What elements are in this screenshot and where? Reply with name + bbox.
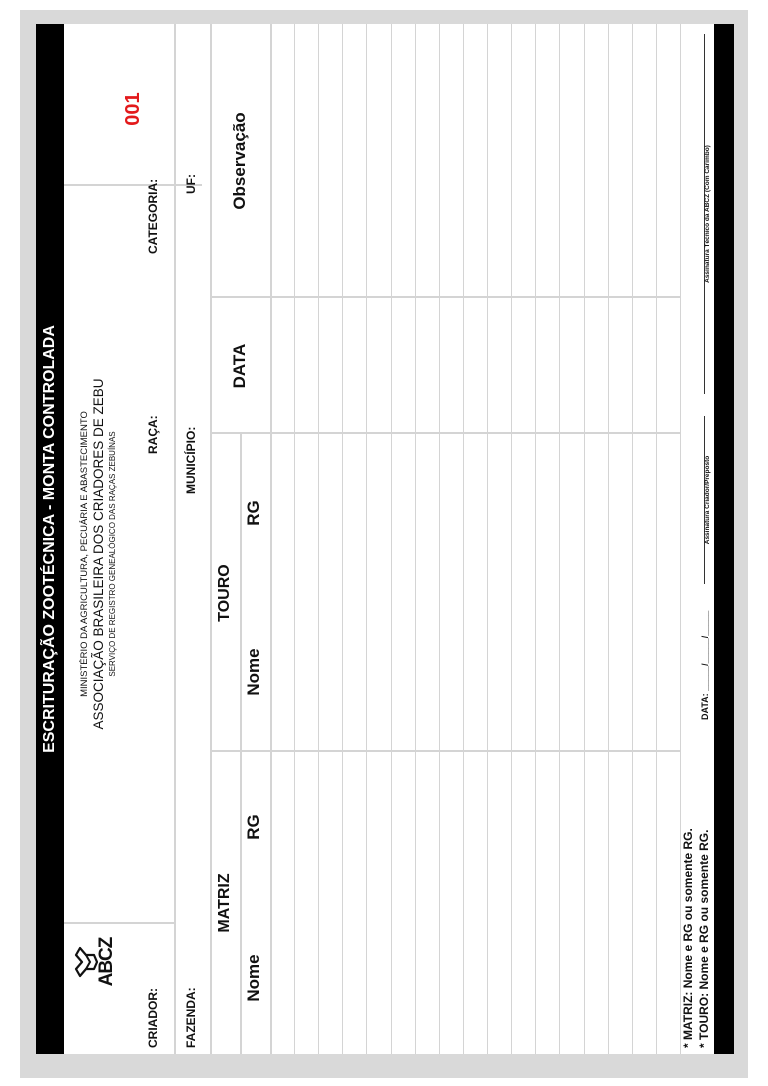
table-row — [559, 24, 560, 1054]
table-row — [318, 24, 319, 1054]
municipio-label: MUNICÍPIO: — [184, 426, 198, 494]
uf-label: UF: — [184, 174, 198, 194]
form-number: 001 — [122, 92, 144, 126]
table-row — [535, 24, 536, 1054]
table-row — [415, 24, 416, 1054]
touro-nome-header: Nome — [244, 648, 263, 696]
table-row — [439, 24, 440, 1054]
note-matriz: * MATRIZ: Nome e RG ou somente RG. — [681, 828, 695, 1048]
table-header-bottom — [270, 24, 272, 1054]
criador-label: CRIADOR: — [146, 988, 160, 1048]
categoria-label: CATEGORIA: — [146, 178, 160, 254]
col-divider-touro-data — [210, 432, 680, 434]
touro-rg-header: RG — [244, 500, 263, 526]
signature-date: DATA: _____/_____/_____ — [700, 610, 710, 720]
form-sheet — [36, 24, 734, 1054]
fazenda-label: FAZENDA: — [184, 987, 198, 1048]
association-name: ASSOCIAÇÃO BRASILEIRA DOS CRIADORES DE ZEBU — [91, 378, 106, 730]
col-divider-data-obs — [210, 296, 680, 298]
matriz-header: MATRIZ — [216, 873, 233, 933]
form-landscape — [36, 24, 734, 1054]
table-row — [656, 24, 657, 1054]
matriz-nome-header: Nome — [244, 954, 263, 1002]
raca-label: RAÇA: — [146, 415, 160, 454]
table-top-line — [210, 24, 212, 1054]
table-row — [294, 24, 295, 1054]
service-name: SERVIÇO DE REGISTRO GENEALÓGICO DAS RAÇAS ZEBUÍNAS — [108, 431, 117, 677]
observacao-header: Observação — [230, 112, 249, 210]
table-row — [463, 24, 464, 1054]
subheader-line — [240, 434, 242, 1054]
criador-signature-label: Assinatura Criador/Preposto — [704, 455, 711, 545]
note-touro: * TOURO: Nome e RG ou somente RG. — [697, 829, 711, 1048]
bottom-bar — [714, 24, 734, 1054]
table-row — [366, 24, 367, 1054]
table-row — [391, 24, 392, 1054]
table-row — [632, 24, 633, 1054]
ministry-name: MINISTÉRIO DA AGRICULTURA, PECUÁRIA E ABASTECIMENTO — [79, 411, 90, 697]
touro-header: TOURO — [216, 564, 233, 622]
data-header: DATA — [230, 343, 249, 389]
logo-text: ABCZ — [96, 937, 117, 987]
table-row — [584, 24, 585, 1054]
zebu-head-icon — [74, 945, 98, 979]
table-row — [608, 24, 609, 1054]
abcz-logo — [74, 922, 134, 1002]
col-divider-matriz-touro — [210, 750, 680, 752]
form-title: ESCRITURAÇÃO ZOOTÉCNICA - MONTA CONTROLADA — [36, 24, 64, 1054]
organization-block — [78, 204, 120, 904]
matriz-rg-header: RG — [244, 814, 263, 840]
number-divider — [64, 184, 202, 186]
table-row — [342, 24, 343, 1054]
table-row — [511, 24, 512, 1054]
table-row — [487, 24, 488, 1054]
tecnico-signature-label: Assinatura Técnico da ABCZ (Com Carimbo) — [704, 145, 711, 283]
